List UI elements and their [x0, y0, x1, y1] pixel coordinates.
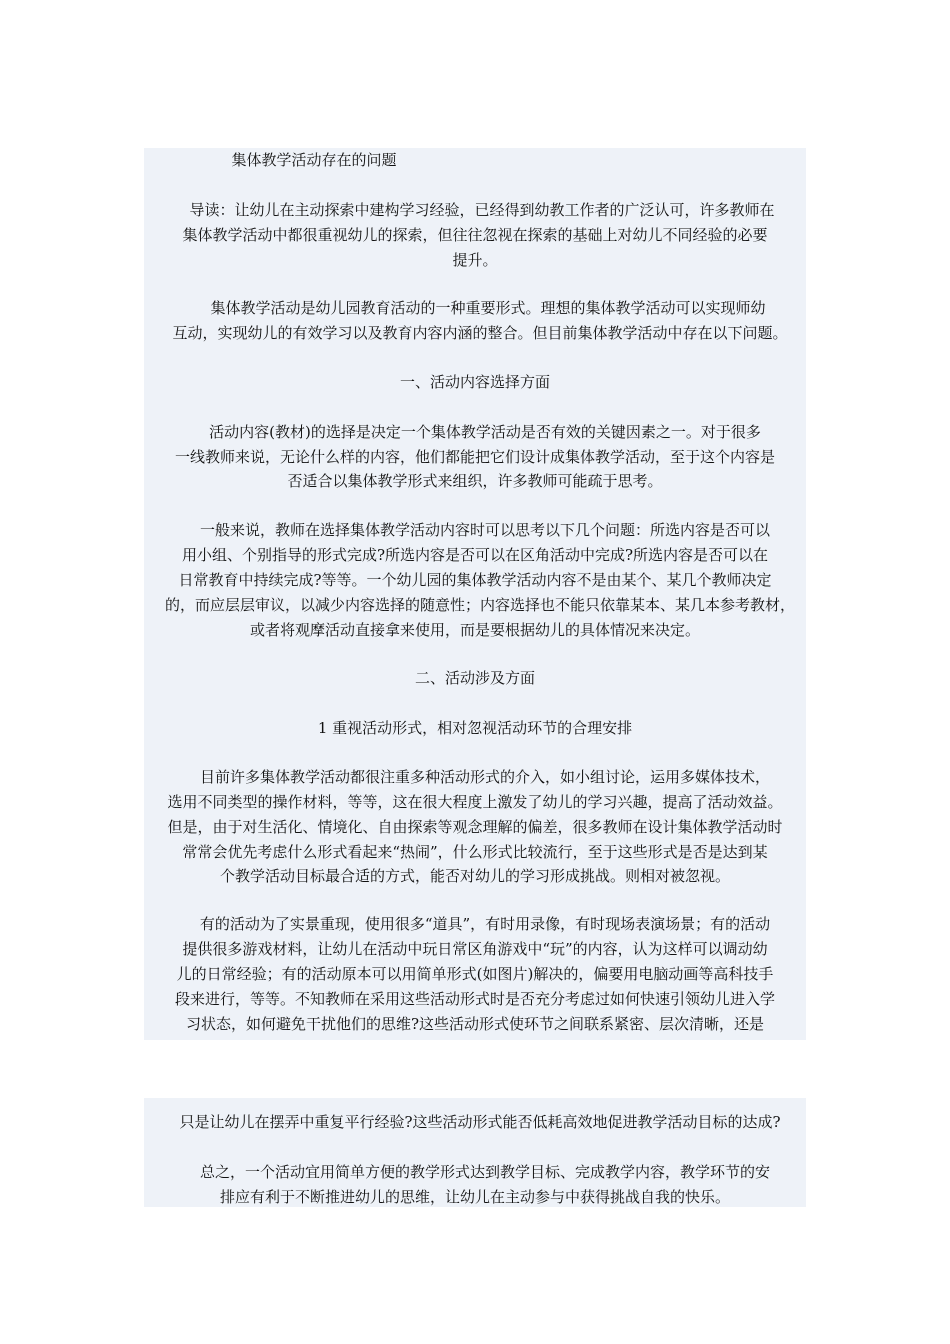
- paragraph-line: 但是，由于对生活化、情境化、自由探索等观念理解的偏差，很多教师在设计集体教学活动时: [167, 818, 783, 836]
- paragraph-line: 个教学活动目标最合适的方式，能否对幼儿的学习形成挑战。则相对被忽视。: [219, 867, 730, 885]
- paragraph-line: 有的活动为了实景重现，使用很多“道具”，有时用录像，有时现场表演场景；有的活动: [199, 915, 771, 933]
- intro-line: 导读：让幼儿在主动探索中建构学习经验，已经得到幼教工作者的广泛认可，许多教师在: [189, 201, 775, 219]
- paragraph-line: 互动，实现幼儿的有效学习以及教育内容内涵的整合。但目前集体教学活动中存在以下问题。: [172, 324, 788, 342]
- paragraph-line: 的，而应层层审议，以减少内容选择的随意性；内容选择也不能只依靠某本、某几本参考教材，: [164, 596, 795, 614]
- paragraph-line: 一般来说，教师在选择集体教学活动内容时可以思考以下几个问题：所选内容是否可以: [199, 521, 770, 539]
- paragraph-line: 集体教学活动是幼儿园教育活动的一种重要形式。理想的集体教学活动可以实现师幼: [210, 299, 766, 317]
- sub-heading: 1 重视活动形式，相对忽视活动环节的合理安排: [317, 719, 633, 737]
- paragraph-line: 常常会优先考虑什么形式看起来“热闹”，什么形式比较流行，至于这些形式是否是达到某: [182, 843, 768, 861]
- paragraph-line: 目前许多集体教学活动都很注重多种活动形式的介入，如小组讨论，运用多媒体技术，: [199, 768, 770, 786]
- section-heading: 二、活动涉及方面: [414, 669, 535, 687]
- intro-line: 提升。: [452, 251, 498, 269]
- paragraph-line: 儿的日常经验；有的活动原本可以用简单形式(如图片)解决的，偏要用电脑动画等高科技手: [176, 965, 774, 983]
- paragraph-line: 日常教育中持续完成?等等。一个幼儿园的集体教学活动内容不是由某个、某几个教师决定: [178, 571, 772, 589]
- paragraph-line: 排应有利于不断推进幼儿的思维，让幼儿在主动参与中获得挑战自我的快乐。: [219, 1188, 730, 1206]
- paragraph-line: 提供很多游戏材料，让幼儿在活动中玩日常区角游戏中“玩”的内容，认为这样可以调动幼: [182, 940, 768, 958]
- paragraph-line: 习状态，如何避免干扰他们的思维?这些活动形式使环节之间联系紧密、层次清晰，还是: [185, 1015, 765, 1033]
- paragraph-line: 选用不同类型的操作材料，等等，这在很大程度上激发了幼儿的学习兴趣，提高了活动效益。: [167, 793, 783, 811]
- paragraph-line: 否适合以集体教学形式来组织，许多教师可能疏于思考。: [287, 472, 663, 490]
- paragraph-line: 总之，一个活动宜用简单方便的教学形式达到教学目标、完成教学内容，教学环节的安: [199, 1163, 770, 1181]
- paragraph-line: 只是让幼儿在摆弄中重复平行经验?这些活动形式能否低耗高效地促进教学活动目标的达成?: [179, 1113, 781, 1131]
- section-heading: 一、活动内容选择方面: [399, 373, 550, 391]
- intro-line: 集体教学活动中都很重视幼儿的探索，但往往忽视在探索的基础上对幼儿不同经验的必要: [182, 226, 768, 244]
- paragraph-line: 用小组、个别指导的形式完成?所选内容是否可以在区角活动中完成?所选内容是否可以在: [181, 546, 769, 564]
- document-title: 集体教学活动存在的问题: [231, 151, 397, 169]
- paragraph-line: 活动内容(教材)的选择是决定一个集体教学活动是否有效的关键因素之一。对于很多: [209, 423, 761, 441]
- paragraph-line: 或者将观摩活动直接拿来使用，而是要根据幼儿的具体情况来决定。: [249, 621, 700, 639]
- paragraph-line: 段来进行，等等。不知教师在采用这些活动形式时是否充分考虑过如何快速引领幼儿进入学: [174, 990, 775, 1008]
- paragraph-line: 一线教师来说，无论什么样的内容，他们都能把它们设计成集体教学活动，至于这个内容是: [174, 448, 775, 466]
